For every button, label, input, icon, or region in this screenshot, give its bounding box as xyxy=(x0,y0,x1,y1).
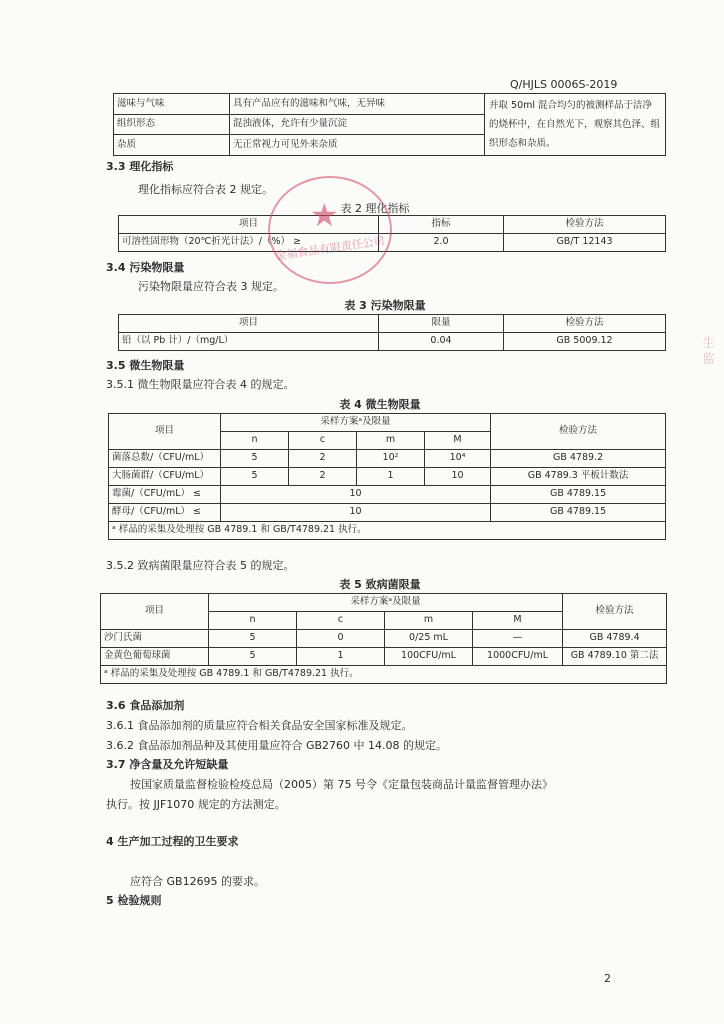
section-text-3-6-2: 3.6.2 食品添加剂品种及其使用量应符合 GB2760 中 14.08 的规定。 xyxy=(106,739,448,752)
table-cell: GB 5009.12 xyxy=(504,333,666,351)
table-header: 项目 xyxy=(119,315,379,333)
table-row xyxy=(119,234,666,252)
table-header: n xyxy=(221,432,289,450)
table-cell: 10 xyxy=(425,468,491,486)
table-cell: 100CFU/mL xyxy=(385,648,473,666)
table-cell: 1000CFU/mL xyxy=(473,648,563,666)
table-cell: GB 4789.3 平板计数法 xyxy=(491,468,666,486)
table-header: 检验方法 xyxy=(504,315,666,333)
table-cell: 可溶性固形物（20℃折光计法）/（%） ≥ xyxy=(119,234,379,252)
table-cell: 10 xyxy=(221,504,491,522)
table-cell: 具有产品应有的滋味和气味，无异味 xyxy=(230,94,485,115)
page-number: 2 xyxy=(604,972,611,985)
table-header: 采样方案ᵃ及限量 xyxy=(221,414,491,432)
sensory-table xyxy=(113,93,666,156)
table-header-row xyxy=(101,594,667,612)
section-title-4: 4 生产加工过程的卫生要求 xyxy=(106,835,239,848)
section-text-3-5-2: 3.5.2 致病菌限量应符合表 5 的规定。 xyxy=(106,559,295,572)
table-row xyxy=(109,468,666,486)
company-seal xyxy=(268,176,392,284)
table5-caption: 表 5 致病菌限量 xyxy=(339,578,421,591)
table3 xyxy=(118,314,666,351)
table-header-row xyxy=(119,216,666,234)
section-text-3-4: 污染物限量应符合表 3 规定。 xyxy=(138,280,284,293)
table-cell: 10 xyxy=(221,486,491,504)
table-note-row xyxy=(101,666,667,684)
table-cell: — xyxy=(473,630,563,648)
table-cell: 沙门氏菌 xyxy=(101,630,209,648)
table-cell: 5 xyxy=(209,648,297,666)
table-header: 指标 xyxy=(379,216,504,234)
table-header: n xyxy=(209,612,297,630)
table-cell: GB 4789.2 xyxy=(491,450,666,468)
table-header: 项目 xyxy=(119,216,379,234)
table-cell: 酵母/（CFU/mL） ≤ xyxy=(109,504,221,522)
table-header: c xyxy=(297,612,385,630)
table-header: M xyxy=(425,432,491,450)
table-row xyxy=(109,504,666,522)
table-cell: 无正常视力可见外来杂质 xyxy=(230,135,485,156)
table4-caption: 表 4 微生物限量 xyxy=(339,398,421,411)
table-cell: 滋味与气味 xyxy=(114,94,230,115)
table-header: 检验方法 xyxy=(563,594,667,630)
table-cell: 10⁴ xyxy=(425,450,491,468)
section-title-3-6: 3.6 食品添加剂 xyxy=(106,699,185,712)
table-header: 采样方案ᵃ及限量 xyxy=(209,594,563,612)
table-cell: 5 xyxy=(221,450,289,468)
section-text-3-6-1: 3.6.1 食品添加剂的质量应符合相关食品安全国家标准及规定。 xyxy=(106,719,413,732)
table3-caption: 表 3 污染物限量 xyxy=(344,299,426,312)
table4 xyxy=(108,413,666,540)
section-title-5: 5 检验规则 xyxy=(106,894,162,907)
table-cell: GB/T 12143 xyxy=(504,234,666,252)
seal-text: 金福食品有限责任公司 xyxy=(274,234,386,263)
table-cell: 混浊液体，允许有少量沉淀 xyxy=(230,114,485,135)
edge-mark: 生 监 xyxy=(701,336,715,364)
table-header: m xyxy=(385,612,473,630)
table-note-row xyxy=(109,522,666,540)
table-cell: 5 xyxy=(209,630,297,648)
table-cell: 0.04 xyxy=(379,333,504,351)
method-cell: 并取 50ml 混合均匀的被测样品于洁净的烧杯中，在自然光下，观察其色泽、组织形态和杂质。 xyxy=(485,94,666,156)
doc-code: Q/HJLS 0006S-2019 xyxy=(510,78,618,91)
table-cell: 铅（以 Pb 计）/（mg/L） xyxy=(119,333,379,351)
table-cell: 1 xyxy=(297,648,385,666)
table-header: 限量 xyxy=(379,315,504,333)
table-header: 检验方法 xyxy=(504,216,666,234)
table-row xyxy=(119,333,666,351)
table-row xyxy=(109,450,666,468)
section-title-3-7: 3.7 净含量及允许短缺量 xyxy=(106,758,229,771)
table-cell: 大肠菌群/（CFU/mL） xyxy=(109,468,221,486)
section-text-3-3: 理化指标应符合表 2 规定。 xyxy=(138,183,273,196)
table2-caption: 表 2 理化指标 xyxy=(340,202,410,215)
table-cell: 杂质 xyxy=(114,135,230,156)
section-text-4: 应符合 GB12695 的要求。 xyxy=(130,875,266,888)
table-cell: 2 xyxy=(289,450,357,468)
table-header-row xyxy=(109,414,666,432)
table5 xyxy=(100,593,667,684)
table-cell: 0/25 mL xyxy=(385,630,473,648)
table-cell: 金黄色葡萄球菌 xyxy=(101,648,209,666)
table-header: 项目 xyxy=(109,414,221,450)
table-cell: 2.0 xyxy=(379,234,504,252)
table-cell: 霉菌/（CFU/mL） ≤ xyxy=(109,486,221,504)
table-row xyxy=(109,486,666,504)
table-header: M xyxy=(473,612,563,630)
section-text-3-5-1: 3.5.1 微生物限量应符合表 4 的规定。 xyxy=(106,378,295,391)
table-cell: GB 4789.15 xyxy=(491,486,666,504)
table-cell: 10² xyxy=(357,450,425,468)
table-cell: GB 4789.4 xyxy=(563,630,667,648)
table-note: ᵃ 样品的采集及处理按 GB 4789.1 和 GB/T4789.21 执行。 xyxy=(109,522,666,540)
table-cell: 组织形态 xyxy=(114,114,230,135)
table-cell: 0 xyxy=(297,630,385,648)
table-cell: GB 4789.15 xyxy=(491,504,666,522)
section-text-3-7-1: 按国家质量监督检验检疫总局（2005）第 75 号令《定量包装商品计量监督管理办法》 xyxy=(130,778,553,791)
table2 xyxy=(118,215,666,252)
table-header: c xyxy=(289,432,357,450)
table-row xyxy=(101,630,667,648)
table-header: 项目 xyxy=(101,594,209,630)
table-header: m xyxy=(357,432,425,450)
table-cell: 1 xyxy=(357,468,425,486)
table-cell: GB 4789.10 第二法 xyxy=(563,648,667,666)
table-row xyxy=(114,94,666,115)
section-title-3-3: 3.3 理化指标 xyxy=(106,160,174,173)
section-title-3-5: 3.5 微生物限量 xyxy=(106,359,185,372)
table-cell: 2 xyxy=(289,468,357,486)
table-cell: 菌落总数/（CFU/mL） xyxy=(109,450,221,468)
table-header-row xyxy=(119,315,666,333)
table-cell: 5 xyxy=(221,468,289,486)
section-title-3-4: 3.4 污染物限量 xyxy=(106,261,185,274)
table-note: ᵃ 样品的采集及处理按 GB 4789.1 和 GB/T4789.21 执行。 xyxy=(101,666,667,684)
section-text-3-7-2: 执行。按 JJF1070 规定的方法测定。 xyxy=(106,798,286,811)
table-row xyxy=(101,648,667,666)
table-header: 检验方法 xyxy=(491,414,666,450)
star-icon: ★ xyxy=(310,196,339,234)
